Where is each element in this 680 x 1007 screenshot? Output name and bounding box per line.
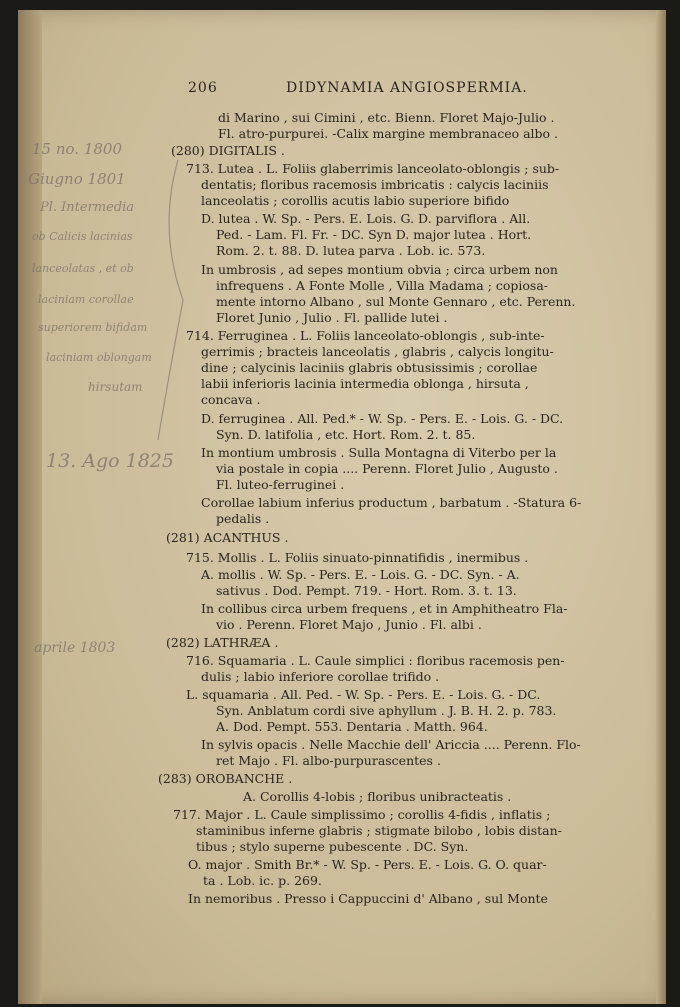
text-line: L. squamaria . All. Ped. - W. Sp. - Pers. E. - Lois. G. - DC.	[186, 687, 541, 702]
text-line: dulis ; labio inferiore corollae trifido .	[201, 669, 440, 684]
handwritten-note: Giugno 1801	[28, 170, 126, 188]
text-line: In nemoribus . Presso i Cappuccini d' Albano , sul Monte	[188, 891, 548, 906]
handwritten-note: ob Calicis lacinias	[32, 230, 133, 243]
text-line: mente intorno Albano , sul Monte Gennaro , etc. Perenn.	[216, 294, 576, 309]
text-line: Fl. atro-purpurei. -Calix margine membranaceo albo .	[218, 126, 559, 141]
text-line: sativus . Dod. Pempt. 719. - Hort. Rom. 3. t. 13.	[216, 583, 517, 598]
text-line: dine ; calycinis laciniis glabris obtusissimis ; corollae	[201, 360, 538, 375]
text-line: In montium umbrosis . Sulla Montagna di Viterbo per la	[201, 445, 557, 460]
genus-heading: (281) ACANTHUS .	[166, 530, 289, 545]
text-line: O. major . Smith Br.* - W. Sp. - Pers. E. - Lois. G. O. quar-	[188, 857, 547, 872]
text-line: concava .	[201, 392, 261, 407]
text-line: infrequens . A Fonte Molle , Villa Madama ; copiosa-	[216, 278, 549, 293]
text-line: di Marino , sui Cimini , etc. Bienn. Floret Majo-Julio .	[218, 110, 555, 125]
text-line: A. Corollis 4-lobis ; floribus unibracteatis .	[243, 789, 512, 804]
text-line: Corollae labium inferius productum , barbatum . -Statura 6-	[201, 495, 582, 510]
handwritten-note: lanceolatas , et ob	[32, 262, 134, 275]
page-edge	[656, 10, 666, 1004]
species-entry: 714. Ferruginea . L. Foliis lanceolato-oblongis , sub-inte-	[186, 328, 545, 343]
handwritten-note: laciniam oblongam	[46, 351, 152, 364]
text-line: D. lutea . W. Sp. - Pers. E. Lois. G. D. parviflora . All.	[201, 211, 531, 226]
genus-heading: (283) OROBANCHE .	[158, 771, 293, 786]
genus-heading: (282) LATHRÆA .	[166, 635, 279, 650]
text-line: A. mollis . W. Sp. - Pers. E. - Lois. G. - DC. Syn. - A.	[201, 567, 520, 582]
species-entry: 717. Major . L. Caule simplissimo ; corollis 4-fidis , inflatis ;	[173, 807, 551, 822]
species-entry: 715. Mollis . L. Foliis sinuato-pinnatifidis , inermibus .	[186, 550, 529, 565]
species-entry: 713. Lutea . L. Foliis glaberrimis lanceolato-oblongis ; sub-	[186, 161, 560, 176]
text-line: In sylvis opacis . Nelle Macchie dell' Ariccia .... Perenn. Flo-	[201, 737, 581, 752]
page-title: DIDYNAMIA ANGIOSPERMIA.	[286, 80, 528, 96]
handwritten-note: hirsutam	[88, 380, 143, 394]
text-line: In umbrosis , ad sepes montium obvia ; circa urbem non	[201, 262, 558, 277]
text-line: staminibus inferne glabris ; stigmate bilobo , lobis distan-	[196, 823, 562, 838]
handwritten-note: 15 no. 1800	[32, 140, 122, 158]
text-line: labii inferioris lacinia intermedia oblonga , hirsuta ,	[201, 376, 529, 391]
text-line: Syn. Anblatum cordi sive aphyllum . J. B. H. 2. p. 783.	[216, 703, 557, 718]
text-line: gerrimis ; bracteis lanceolatis , glabris , calycis longitu-	[201, 344, 554, 359]
handwritten-note: Pl. Intermedia	[40, 200, 135, 215]
handwritten-note: 13. Ago 1825	[46, 450, 174, 472]
text-line: Ped. - Lam. Fl. Fr. - DC. Syn D. major lutea . Hort.	[216, 227, 532, 242]
text-line: Syn. D. latifolia , etc. Hort. Rom. 2. t. 85.	[216, 427, 476, 442]
text-line: A. Dod. Pempt. 553. Dentaria . Matth. 964.	[216, 719, 488, 734]
text-line: tibus ; stylo superne pubescente . DC. Syn.	[196, 839, 469, 854]
margin-bracket	[138, 150, 198, 450]
text-line: vio . Perenn. Floret Majo , Junio . Fl. albi .	[216, 617, 482, 632]
handwritten-note: aprile 1803	[34, 640, 116, 656]
page-number: 206	[188, 80, 218, 96]
text-line: ret Majo . Fl. albo-purpurascentes .	[216, 753, 441, 768]
text-line: lanceolatis ; corollis acutis labio superiore bifido	[201, 193, 510, 208]
genus-heading: (280) DIGITALIS .	[171, 143, 285, 158]
text-line: dentatis; floribus racemosis imbricatis : calycis laciniis	[201, 177, 549, 192]
text-line: Rom. 2. t. 88. D. lutea parva . Lob. ic. 573.	[216, 243, 486, 258]
handwritten-note: laciniam corollae	[38, 293, 134, 306]
book-page	[18, 10, 666, 1004]
text-line: D. ferruginea . All. Ped.* - W. Sp. - Pers. E. - Lois. G. - DC.	[201, 411, 564, 426]
handwritten-note: superiorem bifidam	[38, 321, 148, 334]
text-line: In collibus circa urbem frequens , et in Amphitheatro Fla-	[201, 601, 568, 616]
text-line: Floret Junio , Julio . Fl. pallide lutei .	[216, 310, 448, 325]
text-line: Fl. luteo-ferruginei .	[216, 477, 345, 492]
species-entry: 716. Squamaria . L. Caule simplici : floribus racemosis pen-	[186, 653, 565, 668]
text-line: via postale in copia .... Perenn. Floret Julio , Augusto .	[216, 461, 558, 476]
book-spine	[18, 10, 42, 1004]
text-line: pedalis .	[216, 511, 270, 526]
text-line: ta . Lob. ic. p. 269.	[203, 873, 322, 888]
